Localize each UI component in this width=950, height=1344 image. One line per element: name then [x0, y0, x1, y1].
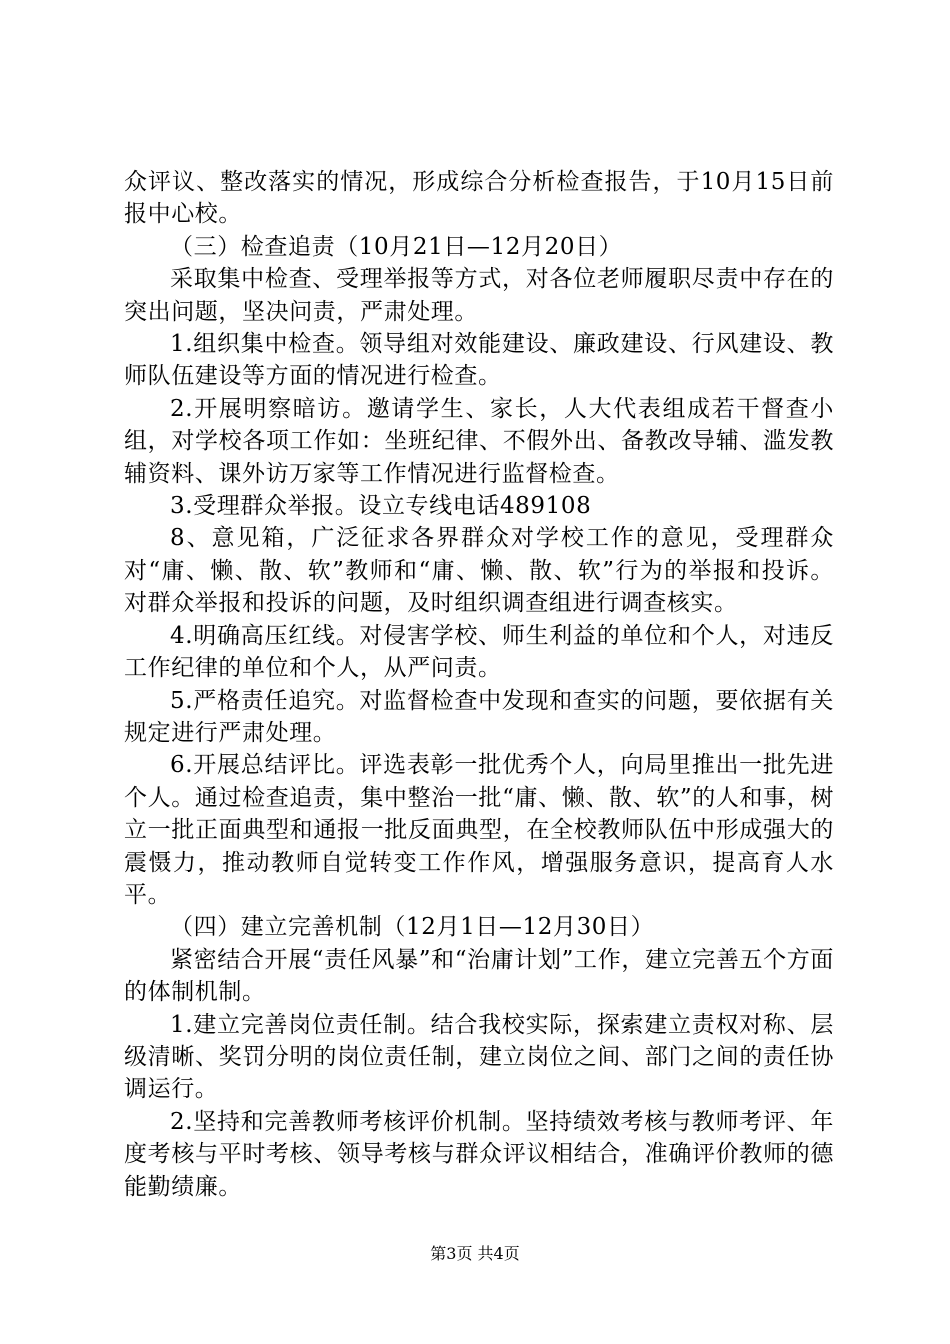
- section-heading-4: （四）建立完善机制（12月1日—12月30日）: [170, 914, 655, 941]
- document-body: [124, 166, 834, 1203]
- list-item: 4.明确高压红线。对侵害学校、师生利益的单位和个人，对违反工作纪律的单位和个人，从严问责。: [124, 622, 834, 682]
- paragraph-continuation: 众评议、整改落实的情况，形成综合分析检查报告，于10月15日前报中心校。: [124, 169, 834, 228]
- list-item: 2.坚持和完善教师考核评价机制。坚持绩效考核与教师考评、年度考核与平时考核、领导考核与群众评议相结合，准确评价教师的德能勤绩廉。: [124, 1108, 834, 1200]
- list-item: 6.开展总结评比。评选表彰一批优秀个人，向局里推出一批先进个人。通过检查追责，集中整治一批“庸、懒、散、软”的人和事，树立一批正面典型和通报一批反面典型，在全校教师队伍中形成强大的震慑力，推动教师自觉转变工作作风，增强服务意识，提高育人水平。: [124, 752, 834, 908]
- section-heading-3: （三）检查追责（10月21日—12月20日）: [170, 233, 623, 260]
- paragraph: 8、意见箱，广泛征求各界群众对学校工作的意见，受理群众对“庸、懒、散、软”教师和“庸、懒、散、软”行为的举报和投诉。对群众举报和投诉的问题，及时组织调查组进行调查核实。: [124, 525, 834, 617]
- list-item: 5.严格责任追究。对监督检查中发现和查实的问题，要依据有关规定进行严肃处理。: [124, 687, 834, 746]
- paragraph: 采取集中检查、受理举报等方式，对各位老师履职尽责中存在的突出问题，坚决问责，严肃处理。: [124, 266, 834, 325]
- list-item: 1.建立完善岗位责任制。结合我校实际，探索建立责权对称、层级清晰、奖罚分明的岗位责任制，建立岗位之间、部门之间的责任协调运行。: [124, 1011, 834, 1103]
- list-item: 1.组织集中检查。领导组对效能建设、廉政建设、行风建设、教师队伍建设等方面的情况进行检查。: [124, 331, 834, 390]
- paragraph: 紧密结合开展“责任风暴”和“治庸计划”工作，建立完善五个方面的体制机制。: [124, 946, 834, 1006]
- list-item: 2.开展明察暗访。邀请学生、家长，人大代表组成若干督查小组，对学校各项工作如：坐班纪律、不假外出、备教改导辅、滥发教辅资料、课外访万家等工作情况进行监督检查。: [124, 395, 834, 487]
- page-footer: 第3页 共4页: [430, 1244, 520, 1263]
- list-item: 3.受理群众举报。设立专线电话489108: [170, 493, 592, 520]
